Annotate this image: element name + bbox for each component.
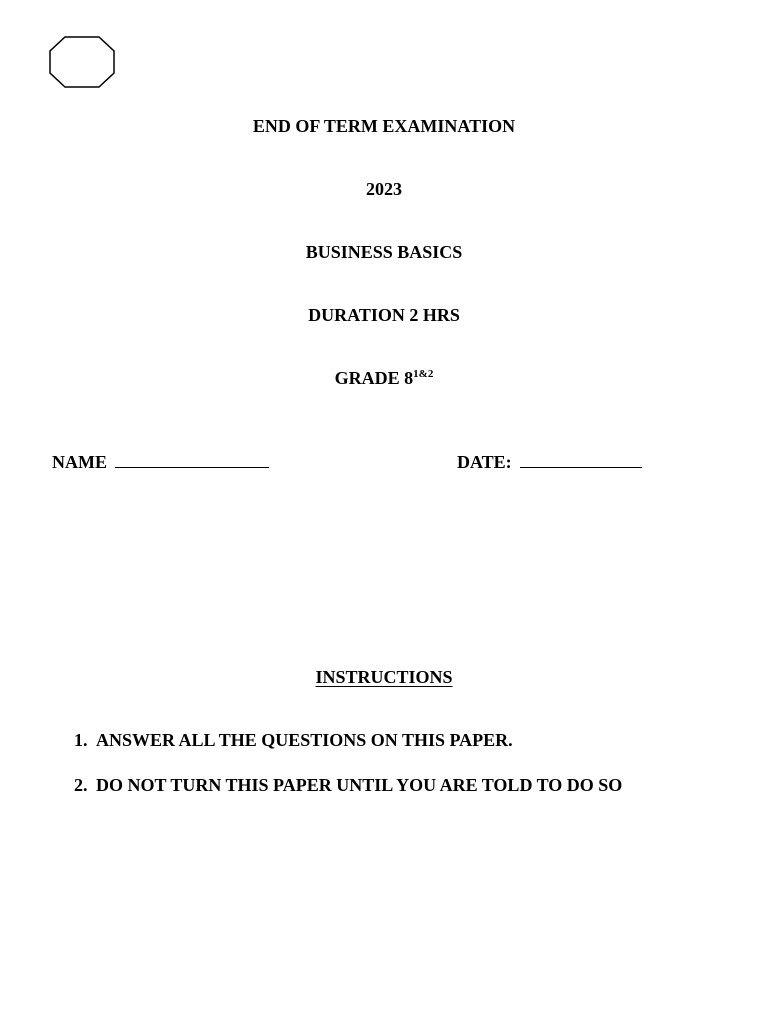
date-field	[457, 451, 642, 473]
name-blank-line[interactable]	[115, 451, 269, 468]
date-label: DATE:	[457, 452, 512, 472]
instruction-number: 2.	[74, 775, 88, 795]
instruction-text: DO NOT TURN THIS PAPER UNTIL YOU ARE TOLD TO DO SO	[96, 775, 623, 795]
grade-line	[0, 367, 768, 389]
duration: DURATION 2 HRS	[308, 305, 460, 325]
instruction-item	[74, 729, 744, 751]
octagon-box	[49, 36, 115, 88]
grade-superscript: 1&2	[413, 368, 434, 380]
date-blank-line[interactable]	[520, 451, 642, 468]
instruction-text: ANSWER ALL THE QUESTIONS ON THIS PAPER.	[96, 730, 513, 750]
instructions-heading: INSTRUCTIONS	[315, 667, 453, 687]
name-label: NAME	[52, 452, 107, 472]
exam-title: END OF TERM EXAMINATION	[252, 116, 516, 136]
name-field	[52, 451, 269, 473]
instruction-item	[74, 774, 744, 796]
exam-year: 2023	[366, 179, 402, 199]
subject-title: BUSINESS BASICS	[305, 242, 463, 262]
grade-label: GRADE 8	[334, 368, 414, 388]
instruction-number: 1.	[74, 730, 88, 750]
